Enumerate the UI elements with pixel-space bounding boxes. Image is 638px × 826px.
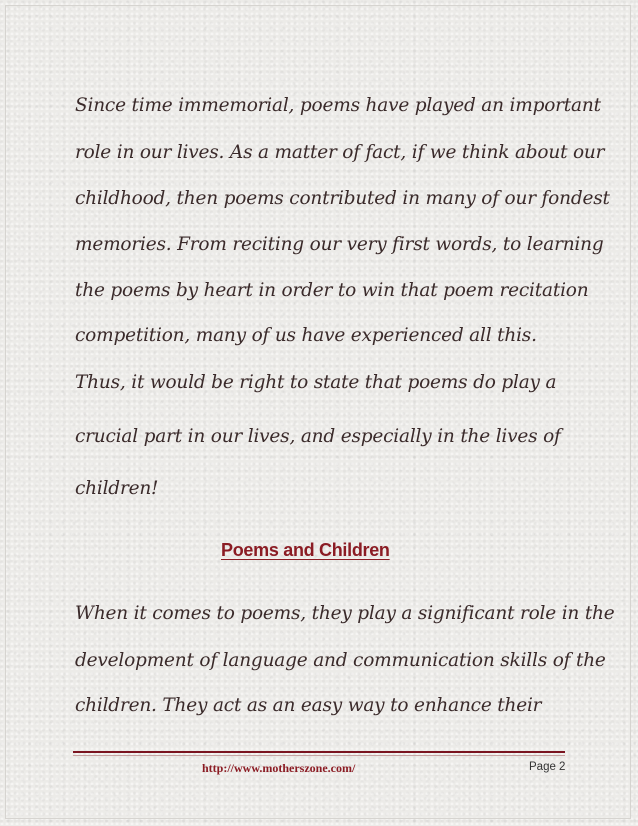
text-line: role in our lives. As a matter of fact, if we think about our [75,142,605,163]
text-line: the poems by heart in order to win that poem recitation [75,280,589,301]
text-line: memories. From reciting our very first words, to learning [75,234,604,255]
text-line: Since time immemorial, poems have played an important [75,95,601,116]
footer-url-link[interactable]: http://www.motherszone.com/ [202,761,356,775]
text-line: When it comes to poems, they play a significant role in the [75,603,615,624]
page-number: Page 2 [529,761,566,773]
text-line: childhood, then poems contributed in many of our fondest [75,188,610,209]
section-heading: Poems and Children [221,540,390,560]
footer-rule [73,751,565,753]
text-line: Thus, it would be right to state that poems do play a [75,372,557,393]
footer-rule-thin [73,755,565,756]
text-line: crucial part in our lives, and especially in the lives of [75,426,561,447]
text-line: competition, many of us have experienced all this. [75,325,537,346]
text-line: children! [75,478,159,499]
text-line: development of language and communication skills of the [75,650,606,671]
text-line: children. They act as an easy way to enhance their [75,695,542,716]
